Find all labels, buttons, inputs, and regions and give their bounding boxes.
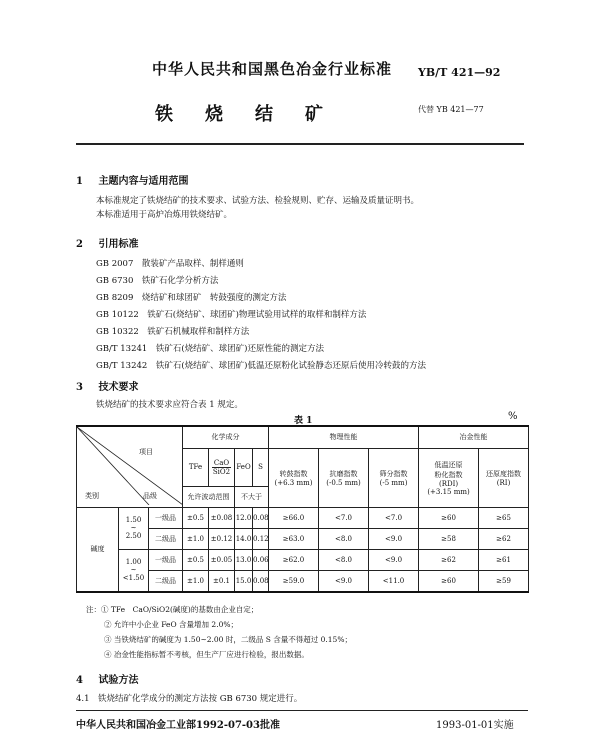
header-chem: 化学成分	[183, 426, 269, 448]
table-cell: 14.0	[235, 528, 253, 549]
table-cell: ±1.0	[183, 528, 209, 549]
table-cell: <8.0	[319, 528, 369, 549]
section-1-para-1: 本标准规定了铁烧结矿的技术要求、试验方法、检验规则、贮存、运输及质量证明书。	[96, 196, 420, 206]
table-cell: 一级品	[149, 507, 183, 528]
table-cell: <9.0	[319, 570, 369, 592]
header-ri: 还原度指数 (RI)	[479, 448, 529, 507]
table-cell: ≥66.0	[269, 507, 319, 528]
section-2-heading	[76, 235, 138, 250]
header-class: 类别	[85, 492, 99, 500]
section-num: 2	[76, 239, 83, 250]
table-cell: <9.0	[369, 549, 419, 570]
ref-item: GB 2007 散装矿产品取样、制样通则	[96, 259, 244, 269]
ref-item: GB 6730 铁矿石化学分析方法	[96, 276, 219, 286]
table-cell: ±0.5	[183, 549, 209, 570]
table-cell: <11.0	[369, 570, 419, 592]
table-corner-cell	[77, 426, 183, 507]
table-cell: 12.0	[235, 507, 253, 528]
table-cell: ±0.5	[183, 507, 209, 528]
table-cell: 0.12	[253, 528, 269, 549]
table-cell: 0.08	[253, 507, 269, 528]
section-num: 1	[76, 176, 83, 187]
header-metal: 冶金性能	[419, 426, 529, 448]
table-cell: 二级品	[149, 528, 183, 549]
section-1-para-2: 本标准适用于高炉冶炼用铁烧结矿。	[96, 210, 233, 220]
table-cell: <9.0	[369, 528, 419, 549]
ref-item: GB/T 13242 铁矿石(烧结矿、球团矿)低温还原粉化试验静态还原后使用冷转鼓的方法	[96, 361, 426, 371]
table-cell: <7.0	[319, 507, 369, 528]
ref-item: GB 8209 烧结矿和球团矿 转鼓强度的测定方法	[96, 293, 287, 303]
header-rule	[76, 143, 524, 145]
table-cell: ±0.05	[209, 549, 235, 570]
basicity-range-1: 1.50 ~ 2.50	[119, 507, 149, 549]
header-grade: 品级	[143, 492, 157, 500]
header-sieve: 筛分指数 (-5 mm)	[369, 448, 419, 507]
table-note: ② 允许中小企业 FeO 含量增加 2.0%；	[104, 620, 238, 629]
header-abrasion: 抗磨指数 (-0.5 mm)	[319, 448, 369, 507]
table-note: 注：① TFe CaO/SiO2(碱度)的基数由企业自定；	[86, 605, 259, 614]
footer-rule	[76, 710, 528, 711]
table-caption: 表 1	[294, 416, 313, 426]
table-cell: 13.0	[235, 549, 253, 570]
header-item: 项目	[139, 448, 153, 456]
header-cao-sio2	[209, 448, 235, 486]
table-cell: 0.08	[253, 570, 269, 592]
section-3-para: 铁烧结矿的技术要求应符合表 1 规定。	[96, 400, 243, 410]
section-title: 引用标准	[98, 239, 139, 250]
section-title: 主题内容与适用范围	[98, 176, 189, 187]
section-num: 3	[76, 382, 83, 393]
header-not-greater: 不大于	[235, 486, 269, 507]
table-cell: <7.0	[369, 507, 419, 528]
table-cell: ≥63.0	[269, 528, 319, 549]
table-cell: 二级品	[149, 570, 183, 592]
section-4-heading	[76, 671, 138, 686]
org-title: 中华人民共和国黑色冶金行业标准	[152, 60, 393, 78]
method-4-1: 4.1 铁烧结矿化学成分的测定方法按 GB 6730 规定进行。	[76, 694, 303, 704]
standard-code: YB/T 421—92	[418, 66, 501, 79]
approval-date: 中华人民共和国冶金工业部1992-07-03批准	[76, 720, 280, 731]
table-cell: ≥60	[419, 507, 479, 528]
table-cell: ≥62	[419, 549, 479, 570]
section-num: 4	[76, 675, 83, 686]
ref-item: GB 10122 铁矿石(烧结矿、球团矿)物理试验用试样的取样和制样方法	[96, 310, 367, 320]
document-title: 铁烧结矿	[155, 104, 355, 125]
cao-label: CaO	[213, 458, 230, 467]
table-cell: ≥60	[419, 570, 479, 592]
table-unit: %	[508, 411, 518, 422]
table-cell: ±0.1	[209, 570, 235, 592]
header-phys: 物理性能	[269, 426, 419, 448]
table-cell: ≥62.0	[269, 549, 319, 570]
basicity-range-2: 1.00 ~ <1.50	[119, 549, 149, 592]
header-feo: FeO	[235, 448, 253, 486]
table-cell: 一级品	[149, 549, 183, 570]
table-cell: ≥58	[419, 528, 479, 549]
table-cell: 15.0	[235, 570, 253, 592]
table-cell: ±0.08	[209, 507, 235, 528]
table-cell: ±0.12	[209, 528, 235, 549]
table-note: ③ 当铁烧结矿的碱度为 1.50~2.00 时，二级品 S 含量不得超过 0.15%；	[104, 635, 352, 644]
section-title: 试验方法	[98, 675, 139, 686]
header-rdi: 低温还原 粉化指数 (RDI) (+3.15 mm)	[419, 448, 479, 507]
section-1-heading	[76, 172, 188, 187]
effective-date: 1993-01-01实施	[436, 720, 514, 731]
sio2-label: SiO2	[212, 467, 231, 476]
table-cell: ≥59	[479, 570, 529, 592]
table-cell: ≥62	[479, 528, 529, 549]
category-basicity: 碱度	[77, 507, 119, 592]
section-3-heading	[76, 378, 138, 393]
table-cell: ±1.0	[183, 570, 209, 592]
table-cell: ≥65	[479, 507, 529, 528]
header-s: S	[253, 448, 269, 486]
table-cell: 0.06	[253, 549, 269, 570]
table-cell: ≥59.0	[269, 570, 319, 592]
ref-item: GB 10322 铁矿石机械取样和制样方法	[96, 327, 250, 337]
header-allow-range: 允许波动范围	[183, 486, 235, 507]
table-note: ④ 冶金性能指标暂不考核，但生产厂应进行检验，报出数据。	[104, 650, 309, 659]
ref-item: GB/T 13241 铁矿石(烧结矿、球团矿)还原性能的测定方法	[96, 344, 324, 354]
replaces-note: 代替 YB 421—77	[418, 105, 484, 114]
section-title: 技术要求	[98, 382, 139, 393]
spec-table	[76, 425, 529, 593]
header-drum: 转鼓指数 (+6.3 mm)	[269, 448, 319, 507]
table-cell: <8.0	[319, 549, 369, 570]
table-cell: ≥61	[479, 549, 529, 570]
header-tfe: TFe	[183, 448, 209, 486]
